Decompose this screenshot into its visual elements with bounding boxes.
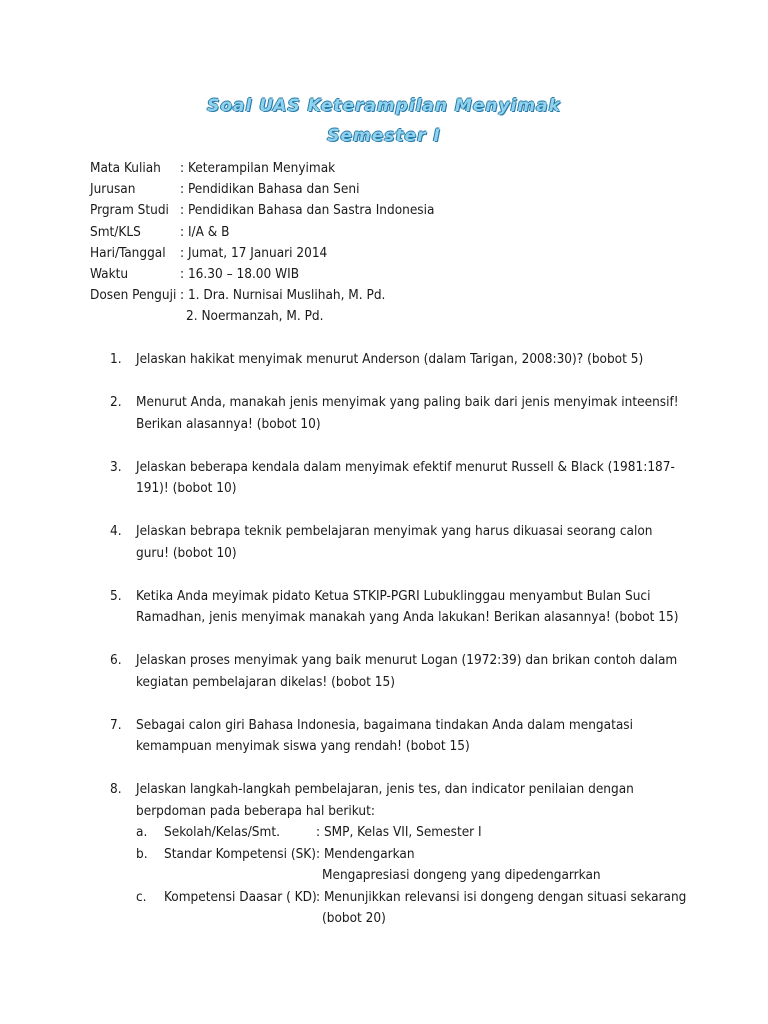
question-body: [136, 779, 686, 930]
question-item: [110, 779, 687, 930]
info-label: Smt/KLS: [90, 223, 141, 240]
question-text: Jelaskan hakikat menyimak menurut Anderson (dalam Tarigan, 2008:30)? (bobot 5): [136, 351, 644, 367]
sub-letter: b.: [136, 845, 148, 862]
sub-continuation: Mengapresiasi dongeng yang dipedengarrkan: [322, 867, 601, 883]
sub-label: Sekolah/Kelas/Smt.: [164, 824, 280, 840]
question-number: 7.: [110, 716, 122, 733]
sub-item-school: [136, 822, 686, 844]
sub-continuation: (bobot 20): [322, 910, 386, 926]
sub-item-sk: [136, 844, 686, 866]
question-number: 3.: [110, 458, 122, 475]
info-label: Waktu: [90, 266, 129, 283]
info-row-department: [90, 179, 434, 200]
info-label: Prgram Studi: [90, 202, 169, 219]
question-number: 5.: [110, 587, 122, 604]
question-text: Jelaskan langkah-langkah pembelajaran, jenis tes, dan indicator penilaian dengan berpdoman pada beberapa hal berikut:: [136, 781, 634, 819]
info-value: : Jumat, 17 Januari 2014: [180, 244, 328, 261]
info-row-date: [90, 243, 434, 264]
question-number: 2.: [110, 394, 122, 410]
question-number: 1.: [110, 351, 122, 367]
info-value: : Pendidikan Bahasa dan Sastra Indonesia: [180, 202, 435, 219]
question-item: [110, 392, 680, 435]
exam-info: [90, 158, 434, 328]
sub-label: Kompetensi Daasar ( KD): [164, 888, 317, 905]
sub-value: : Menunjikkan relevansi isi dongeng dengan situasi sekarang: [316, 888, 687, 905]
question-item: [110, 715, 680, 758]
info-row-course: [90, 158, 434, 179]
sub-label: Standar Kompetensi (SK): [164, 845, 317, 862]
question-text: Menurut Anda, manakah jenis menyimak yang paling baik dari jenis menyimak inteensif! Berikan alasannya! (bobot 10): [136, 394, 679, 432]
question-list: [110, 349, 687, 951]
question-text: Jelaskan bebrapa teknik pembelajaran menyimak yang harus dikuasai seorang calon guru! (bobot 10): [136, 523, 653, 561]
info-examiner-2: 2. Noermanzah, M. Pd.: [186, 308, 324, 325]
document-subtitle: Semester I: [327, 126, 441, 146]
question-text: Ketika Anda meyimak pidato Ketua STKIP-PGRI Lubuklinggau menyambut Bulan Suci Ramadhan, jenis menyimak manakah yang Anda lakukan! Berikan alasannya! (bobot 15): [136, 587, 679, 625]
info-value: : 16.30 – 18.00 WIB: [180, 266, 300, 283]
sub-value: : Mendengarkan: [316, 845, 415, 862]
info-value: : Keterampilan Menyimak: [180, 160, 336, 176]
question-number: 4.: [110, 523, 122, 539]
info-label: Dosen Penguji: [90, 287, 177, 304]
document-title: Soal UAS Keterampilan Menyimak: [207, 96, 561, 116]
question-text: Jelaskan beberapa kendala dalam menyimak efektif menurut Russell & Black (1981:187-191)! (bobot 10): [136, 458, 675, 496]
sub-item-kd: [136, 887, 686, 909]
info-label: Jurusan: [90, 181, 136, 198]
info-label: Hari/Tanggal: [90, 244, 166, 261]
question-text: Sebagai calon giri Bahasa Indonesia, bagaimana tindakan Anda dalam mengatasi kemampuan menyimak siswa yang rendah! (bobot 15): [136, 716, 633, 754]
info-row-examiner: [90, 285, 434, 306]
question-item: [110, 650, 680, 693]
info-value: : I/A & B: [180, 223, 230, 240]
question-item: [110, 349, 680, 371]
question-item: [110, 521, 680, 564]
info-value: : 1. Dra. Nurnisai Muslihah, M. Pd.: [180, 287, 386, 304]
info-value: : Pendidikan Bahasa dan Seni: [180, 181, 360, 198]
info-row-time: [90, 264, 434, 285]
info-row-semester-class: [90, 222, 434, 243]
info-row-program: [90, 200, 434, 221]
question-number: 6.: [110, 652, 122, 668]
sub-value: : SMP, Kelas VII, Semester I: [316, 824, 482, 840]
sub-letter: a.: [136, 824, 148, 840]
question-sublist: [136, 822, 686, 930]
question-number: 8.: [110, 781, 122, 797]
question-item: [110, 586, 680, 629]
question-text: Jelaskan proses menyimak yang baik menurut Logan (1972:39) dan brikan contoh dalam kegiatan pembelajaran dikelas! (bobot 15): [136, 652, 678, 690]
info-label: Mata Kuliah: [90, 160, 161, 176]
sub-letter: c.: [136, 888, 147, 905]
question-item: [110, 457, 680, 500]
